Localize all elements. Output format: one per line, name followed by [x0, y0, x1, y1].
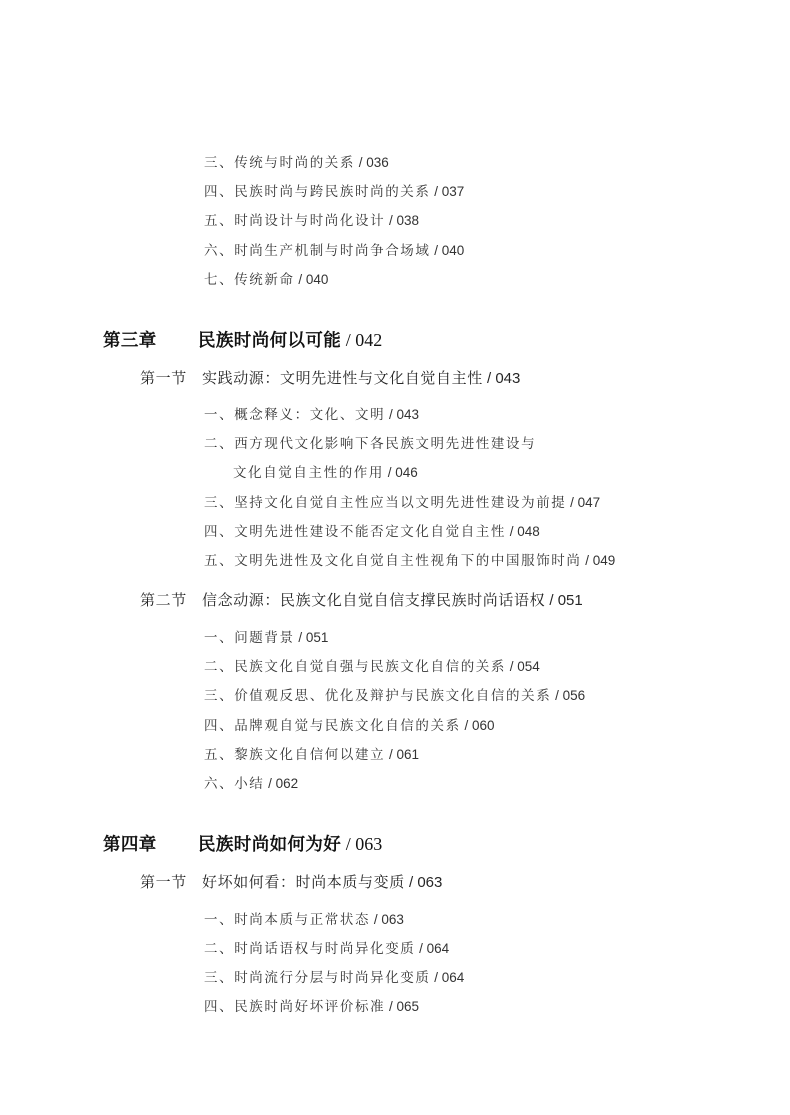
toc-item	[204, 408, 419, 423]
page-number: / 046	[384, 465, 418, 480]
page-number: / 056	[551, 688, 586, 703]
page-number: / 051	[545, 592, 583, 609]
toc-item-text: 四、民族时尚好坏评价标准	[204, 999, 386, 1015]
toc-item	[204, 156, 389, 171]
page-number: / 064	[430, 970, 465, 985]
section-heading	[140, 875, 442, 890]
toc-item-text: 三、价值观反思、优化及辩护与民族文化自信的关系	[204, 688, 552, 704]
toc-item-text: 四、文明先进性建设不能否定文化自觉自主性	[204, 524, 506, 540]
toc-item-text: 二、西方现代文化影响下各民族文明先进性建设与	[204, 436, 537, 452]
page-number: / 065	[385, 999, 419, 1014]
toc-item-continuation	[233, 466, 418, 481]
chapter-title: 民族时尚何以可能	[198, 331, 342, 351]
toc-item	[204, 777, 298, 792]
chapter-label: 第四章	[103, 835, 157, 855]
toc-item-text: 文化自觉自主性的作用	[233, 465, 384, 481]
toc-item-text: 五、时尚设计与时尚化设计	[204, 213, 386, 229]
toc-item-text: 六、小结	[204, 776, 265, 792]
page-number: / 038	[385, 213, 419, 228]
page-number: / 063	[404, 874, 443, 891]
toc-item-text: 一、问题背景	[204, 630, 295, 646]
page-number: / 036	[355, 155, 389, 170]
toc-item-text: 二、时尚话语权与时尚异化变质	[204, 941, 416, 957]
page-number: / 037	[430, 184, 465, 199]
toc-item-text: 四、民族时尚与跨民族时尚的关系	[204, 184, 431, 200]
toc-item-text: 六、时尚生产机制与时尚争合场域	[204, 243, 431, 259]
toc-item	[204, 273, 328, 288]
page-number: / 048	[506, 524, 540, 539]
toc-item	[204, 554, 615, 569]
toc-item	[204, 437, 536, 452]
toc-item	[204, 185, 464, 200]
page-number: / 043	[385, 407, 419, 422]
toc-item-text: 四、品牌观自觉与民族文化自信的关系	[204, 718, 461, 734]
chapter-title: 民族时尚如何为好	[198, 835, 342, 855]
section-heading	[140, 593, 583, 608]
toc-item-text: 三、时尚流行分层与时尚异化变质	[204, 970, 431, 986]
toc-item	[204, 631, 328, 646]
toc-item	[204, 525, 540, 540]
toc-item-text: 三、传统与时尚的关系	[204, 155, 355, 171]
section-label: 第一节	[140, 369, 187, 387]
toc-item	[204, 1000, 419, 1015]
toc-item	[204, 971, 464, 986]
toc-item-text: 五、文明先进性及文化自觉自主性视角下的中国服饰时尚	[204, 553, 582, 569]
toc-item	[204, 244, 464, 259]
page-number: / 042	[341, 330, 383, 350]
page-number: / 047	[566, 495, 601, 510]
section-title: 好坏如何看：时尚本质与变质	[202, 873, 405, 891]
page-number: / 062	[264, 776, 299, 791]
toc-item-text: 三、坚持文化自觉自主性应当以文明先进性建设为前提	[204, 495, 567, 511]
page-number: / 064	[415, 941, 450, 956]
page-number: / 040	[294, 272, 329, 287]
chapter-label: 第三章	[103, 331, 157, 351]
toc-item	[204, 214, 419, 229]
chapter-heading	[103, 331, 382, 351]
toc-item	[204, 660, 540, 675]
section-label: 第一节	[140, 873, 187, 891]
section-heading	[140, 371, 520, 386]
page-number: / 063	[341, 834, 383, 854]
toc-item	[204, 496, 600, 511]
toc-item-text: 五、黎族文化自信何以建立	[204, 747, 386, 763]
section-label: 第二节	[140, 591, 187, 609]
toc-item	[204, 942, 449, 957]
page-number: / 043	[482, 370, 521, 387]
page-number: / 040	[430, 243, 465, 258]
section-title: 信念动源：民族文化自觉自信支撑民族时尚话语权	[202, 591, 546, 609]
toc-item	[204, 748, 419, 763]
chapter-heading	[103, 835, 382, 855]
page-number: / 051	[294, 630, 329, 645]
toc-item-text: 七、传统新命	[204, 272, 295, 288]
section-title: 实践动源：文明先进性与文化自觉自主性	[202, 369, 483, 387]
page-number: / 049	[581, 553, 616, 568]
toc-item	[204, 913, 404, 928]
toc-item	[204, 719, 494, 734]
page-number: / 054	[506, 659, 540, 674]
toc-item-text: 一、时尚本质与正常状态	[204, 912, 371, 928]
page-number: / 061	[385, 747, 419, 762]
toc-item-text: 一、概念释义：文化、文明	[204, 407, 386, 423]
page-number: / 060	[460, 718, 495, 733]
toc-item-text: 二、民族文化自觉自强与民族文化自信的关系	[204, 659, 506, 675]
toc-item	[204, 689, 585, 704]
page-number: / 063	[370, 912, 404, 927]
